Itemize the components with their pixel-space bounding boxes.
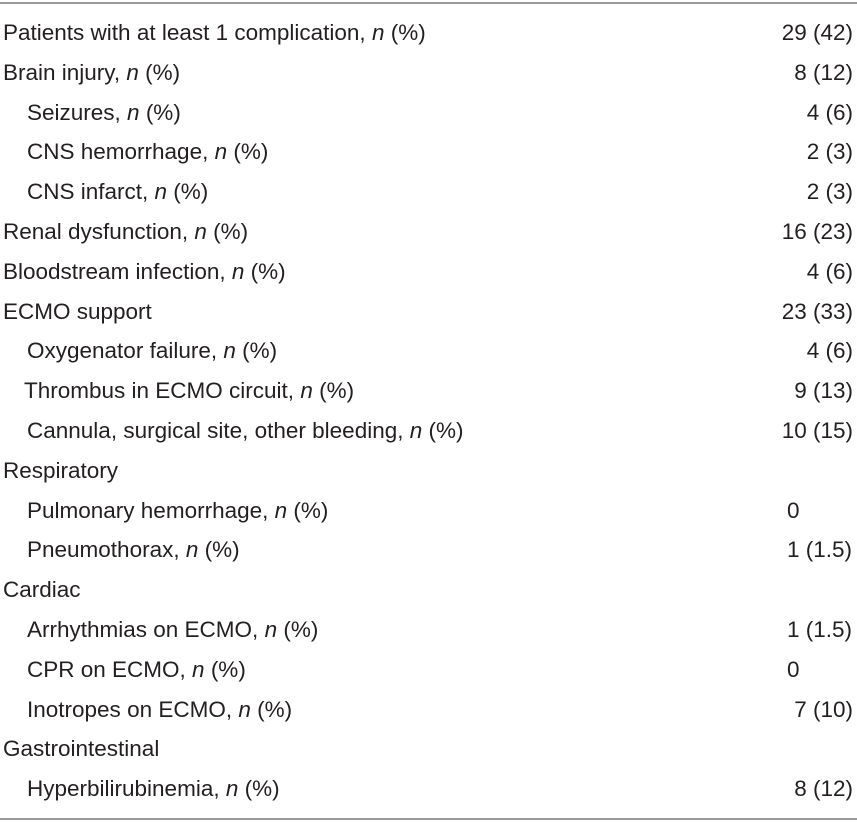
table-row bbox=[0, 331, 857, 371]
row-label: Pneumothorax, n (%) bbox=[27, 537, 240, 563]
table-row bbox=[0, 53, 857, 93]
row-label: CNS hemorrhage, n (%) bbox=[27, 139, 269, 165]
row-value: 4 (6) bbox=[806, 338, 853, 364]
row-label: Seizures, n (%) bbox=[27, 99, 181, 125]
table-row bbox=[0, 252, 857, 292]
row-value: 23 (33) bbox=[781, 298, 853, 324]
row-label: Renal dysfunction, n (%) bbox=[3, 218, 249, 244]
row-label: Cardiac bbox=[3, 577, 81, 603]
row-value: 0 bbox=[787, 656, 800, 682]
row-label: Thrombus in ECMO circuit, n (%) bbox=[24, 378, 355, 404]
table-row bbox=[0, 212, 857, 252]
row-label: Inotropes on ECMO, n (%) bbox=[27, 696, 293, 722]
table-row bbox=[0, 13, 857, 53]
row-label: CNS infarct, n (%) bbox=[27, 179, 209, 205]
row-value: 2 (3) bbox=[806, 179, 853, 205]
row-value: 8 (12) bbox=[794, 59, 853, 85]
row-label: Gastrointestinal bbox=[3, 736, 160, 762]
table-bottom-rule bbox=[0, 818, 857, 820]
row-value: 0 bbox=[787, 497, 800, 523]
table-row bbox=[0, 491, 857, 531]
row-label: Respiratory bbox=[3, 457, 119, 483]
row-label: Oxygenator failure, n (%) bbox=[27, 338, 278, 364]
row-label: Arrhythmias on ECMO, n (%) bbox=[27, 616, 319, 642]
row-label: Bloodstream infection, n (%) bbox=[3, 258, 286, 284]
table-row bbox=[0, 769, 857, 809]
row-value: 1 (1.5) bbox=[787, 537, 853, 563]
row-value: 10 (15) bbox=[781, 417, 853, 443]
table-row bbox=[0, 570, 857, 610]
table-row bbox=[0, 451, 857, 491]
row-value: 9 (13) bbox=[794, 378, 853, 404]
table-row bbox=[0, 411, 857, 451]
row-label: Cannula, surgical site, other bleeding, n (%) bbox=[27, 417, 464, 443]
row-label: CPR on ECMO, n (%) bbox=[27, 656, 246, 682]
row-value: 29 (42) bbox=[781, 20, 853, 45]
table-row bbox=[0, 132, 857, 172]
row-label: ECMO support bbox=[3, 298, 152, 324]
row-value: 2 (3) bbox=[806, 139, 853, 165]
table-row bbox=[0, 172, 857, 212]
table-row bbox=[0, 93, 857, 133]
table-row bbox=[0, 292, 857, 332]
row-label: Hyperbilirubinemia, n (%) bbox=[27, 776, 280, 802]
row-value: 8 (12) bbox=[794, 776, 853, 802]
row-label: Patients with at least 1 complication, n (%) bbox=[3, 20, 426, 45]
table-row bbox=[0, 530, 857, 570]
row-value: 4 (6) bbox=[806, 258, 853, 284]
row-value: 4 (6) bbox=[806, 99, 853, 125]
table-row bbox=[0, 610, 857, 650]
table-top-rule bbox=[0, 2, 857, 4]
table-row bbox=[0, 371, 857, 411]
table-body bbox=[0, 13, 857, 809]
row-label: Brain injury, n (%) bbox=[3, 59, 181, 85]
row-value: 1 (1.5) bbox=[787, 616, 853, 642]
table-row bbox=[0, 650, 857, 690]
row-value: 7 (10) bbox=[794, 696, 853, 722]
row-label: Pulmonary hemorrhage, n (%) bbox=[27, 497, 329, 523]
row-value: 16 (23) bbox=[781, 218, 853, 244]
table-row bbox=[0, 729, 857, 769]
table-row bbox=[0, 690, 857, 730]
